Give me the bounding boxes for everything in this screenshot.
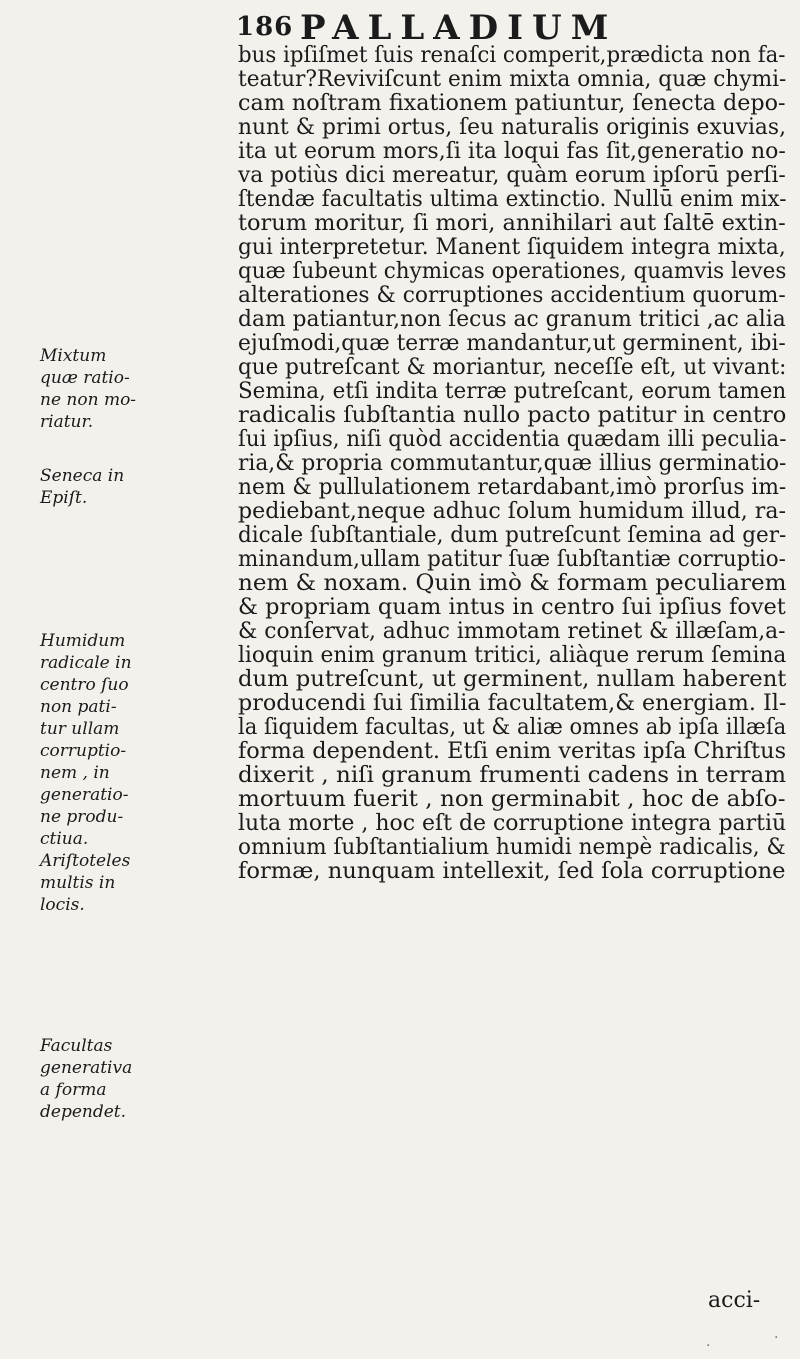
paper-speck: ·: [706, 1338, 711, 1354]
marginal-note-line: locis.: [40, 895, 85, 915]
text-line: la ſiquidem facultas, ut & aliæ omnes ab ipſa illæſa: [238, 715, 787, 740]
marginal-note-line: generativa: [40, 1058, 133, 1078]
paper-speck: ·: [774, 1330, 779, 1346]
text-line: Semina, etſi indita terræ putreſcant, eorum tamen: [238, 379, 787, 404]
text-line: radicalis ſubſtantia nullo pacto patitur in centro: [238, 403, 787, 428]
text-line: nunt & primi ortus, ſeu naturalis originis exuvias,: [238, 115, 786, 140]
text-line: va potiùs dici mereatur, quàm eorum ipſorū perſi-: [238, 163, 786, 188]
marginal-note-seneca: [40, 465, 190, 509]
marginal-note-line: Ariſtoteles: [40, 851, 131, 871]
text-line: luta morte , hoc eſt de corruptione integra partiū: [238, 811, 787, 836]
text-line: mortuum fuerit , non germinabit , hoc de abſo-: [238, 787, 786, 812]
text-line: omnium ſubſtantialium humidi nempè radicalis, &: [238, 835, 786, 860]
marginal-note-line: generatio-: [40, 785, 129, 805]
marginal-note-line: radicale in: [40, 653, 132, 673]
running-head: PALLADIUM: [300, 8, 618, 48]
marginal-note-line: Mixtum: [40, 346, 107, 366]
text-line: formæ, nunquam intellexit, ſed ſola corruptione: [238, 859, 786, 884]
text-line: lioquin enim granum tritici, aliàque rerum ſemina: [238, 643, 787, 668]
text-line: quæ ſubeunt chymicas operationes, quamvis leves: [238, 259, 787, 284]
text-line: minandum,ullam patitur ſuæ ſubſtantiæ corruptio-: [238, 547, 786, 572]
marginal-note-line: Seneca in: [40, 466, 125, 486]
text-line: dam patiantur,non ſecus ac granum tritici ,ac alia: [238, 307, 786, 332]
text-line: ria,& propria commutantur,quæ illius germinatio-: [238, 451, 787, 476]
text-line: forma dependent. Etſi enim veritas ipſa Chriſtus: [238, 739, 787, 764]
marginal-note-mixtum: [40, 345, 190, 433]
marginal-note-line: dependet.: [40, 1102, 127, 1122]
marginal-note-line: quæ ratio-: [40, 368, 130, 388]
text-line: cam noſtram fixationem patiuntur, ſenecta depo-: [238, 91, 786, 116]
catchword: acci-: [708, 1288, 761, 1313]
marginal-note-line: Humidum: [40, 631, 126, 651]
marginal-note-line: tur ullam: [40, 719, 120, 739]
text-line: & propriam quam intus in centro ſui ipſius fovet: [238, 595, 786, 620]
text-line: torum moritur, ſi mori, annihilari aut ſaltē extin-: [238, 211, 786, 236]
marginal-note-line: ne non mo-: [40, 390, 137, 410]
main-text-block: [238, 44, 786, 884]
marginal-note-line: ne produ-: [40, 807, 124, 827]
marginal-note-line: multis in: [40, 873, 116, 893]
text-line: ſtendæ facultatis ultima extinctio. Nullū enim mix-: [238, 187, 787, 212]
marginal-note-line: ctiua.: [40, 829, 89, 849]
marginal-note-line: Facultas: [40, 1036, 113, 1056]
text-line: dum putreſcunt, ut germinent, nullam haberent: [238, 667, 787, 692]
marginal-note-facultas: [40, 1035, 190, 1123]
text-line: alterationes & corruptiones accidentium quorum-: [238, 283, 786, 308]
text-line: nem & noxam. Quin imò & formam peculiarem: [238, 571, 787, 596]
text-line: teatur?Reviviſcunt enim mixta omnia, quæ chymi-: [238, 67, 787, 92]
text-line: bus ipſiſmet ſuis renaſci comperit,prædicta non fa-: [238, 43, 786, 68]
page-number: 186: [236, 12, 294, 42]
text-line: ſui ipſius, niſi quòd accidentia quædam illi peculia-: [238, 427, 787, 452]
marginal-note-line: a forma: [40, 1080, 107, 1100]
marginal-note-line: Epiſt.: [40, 488, 88, 508]
marginal-note-humidum: [40, 630, 190, 916]
text-line: ejuſmodi,quæ terræ mandantur,ut germinent, ibi-: [238, 331, 786, 356]
text-line: pediebant,neque adhuc ſolum humidum illud, ra-: [238, 499, 786, 524]
text-line: & conſervat, adhuc immotam retinet & illæſam,a-: [238, 619, 786, 644]
text-line: gui interpretetur. Manent ſiquidem integra mixta,: [238, 235, 786, 260]
text-line: que putreſcant & moriantur, neceſſe eſt, ut vivant:: [238, 355, 787, 380]
text-line: dixerit , niſi granum frumenti cadens in terram: [238, 763, 787, 788]
marginal-note-line: riatur.: [40, 412, 94, 432]
marginal-note-line: nem , in: [40, 763, 110, 783]
text-line: nem & pullulationem retardabant,imò prorſus im-: [238, 475, 787, 500]
marginal-note-line: corruptio-: [40, 741, 127, 761]
text-line: dicale ſubſtantiale, dum putreſcunt ſemina ad ger-: [238, 523, 787, 548]
marginal-note-line: non pati-: [40, 697, 117, 717]
text-line: producendi ſui ſimilia facultatem,& energiam. Il-: [238, 691, 787, 716]
text-line: ita ut eorum mors,ſi ita loqui fas ſit,generatio no-: [238, 139, 786, 164]
marginal-note-line: centro ſuo: [40, 675, 129, 695]
